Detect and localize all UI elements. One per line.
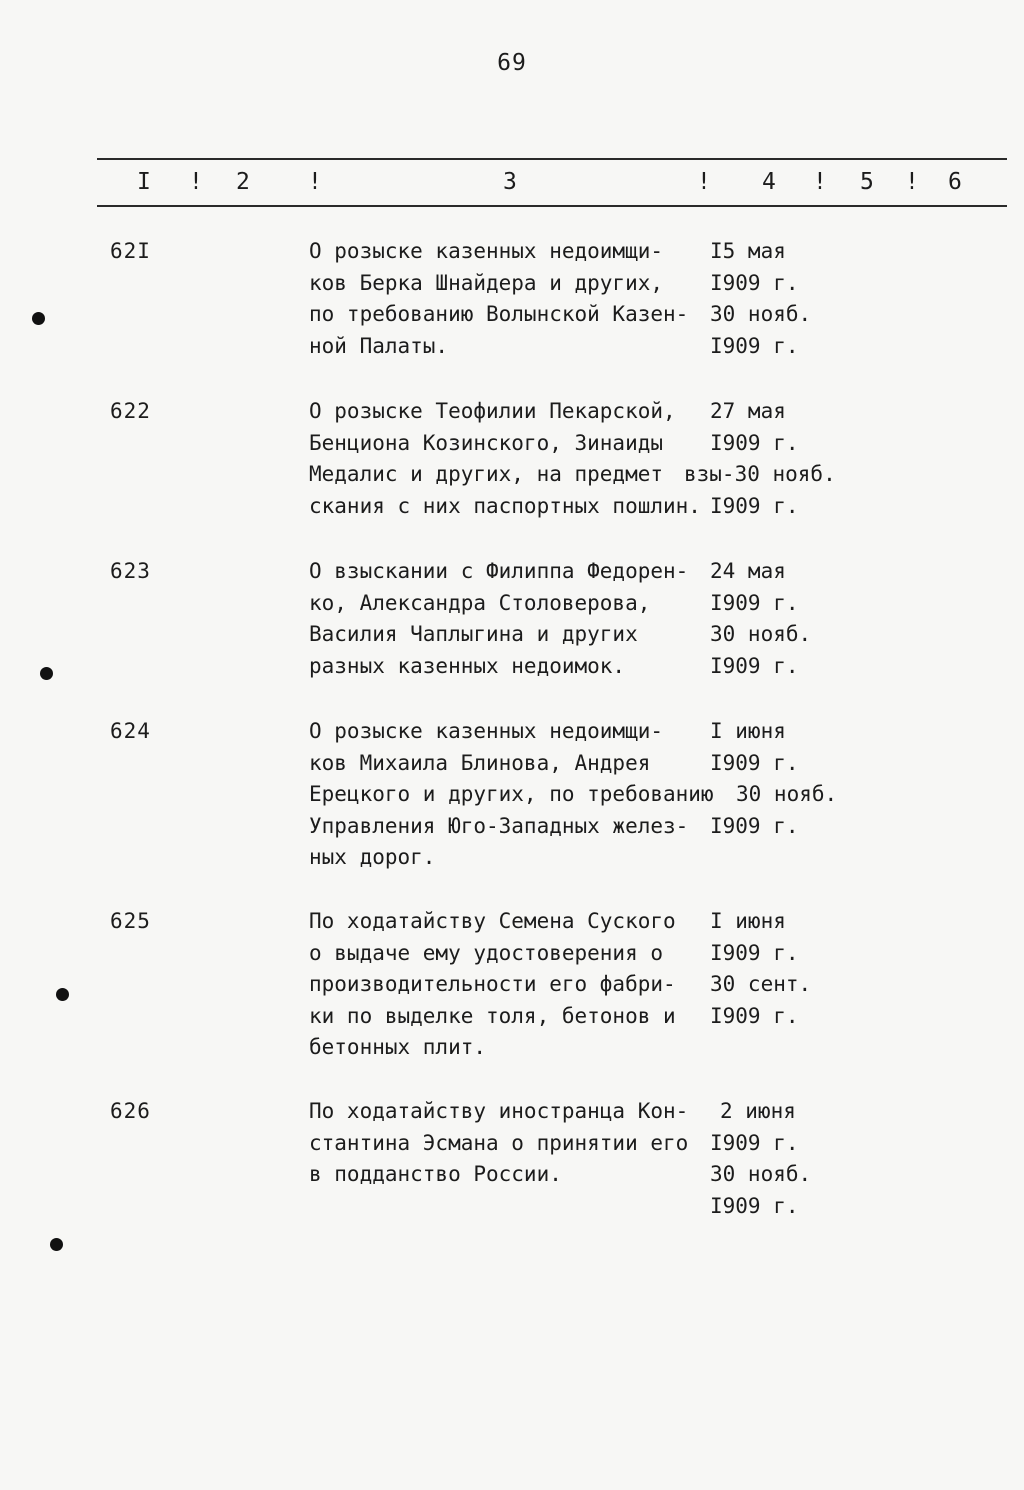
entry-number: 62I [110,239,151,263]
description-line: По ходатайству Семена Суского [309,909,676,933]
date-line: I909 г. [710,270,799,295]
header-col-5: 5 [860,169,874,195]
description-line: ков Берка Шнайдера и других, [309,270,664,295]
entry-dates [684,396,836,522]
date-line: взы-30 нояб. [684,462,836,486]
entry-description [309,556,719,682]
entry-number: 626 [110,1099,151,1123]
header-col-6: 6 [948,169,962,195]
date-line: 24 мая [710,559,786,583]
punch-hole [56,988,69,1001]
date-line: I909 г. [710,1003,799,1028]
description-line: Управления Юго-Западных желез- [309,813,689,838]
description-line: Ерецкого и других, по требованию [309,782,714,806]
date-line: 30 нояб. [736,782,838,806]
entry-number: 625 [110,909,151,933]
punch-hole [40,667,53,680]
date-line: 27 мая [710,399,786,423]
entry-dates [710,556,811,682]
date-line: 30 сент. [710,972,812,996]
description-line: О розыске казенных недоимщи- [309,719,664,743]
date-line: I909 г. [710,333,799,358]
description-line: Василия Чаплыгина и других [309,622,638,646]
entry-dates [710,1096,811,1222]
page-number: 69 [497,50,527,76]
date-line: 30 нояб. [710,1162,812,1186]
date-line: I909 г. [710,653,799,678]
date-line: 2 июня [720,1099,796,1123]
entry-description [309,716,719,874]
description-line: стантина Эсмана о принятии его [309,1130,689,1155]
description-line: ки по выделке толя, бетонов и [309,1003,676,1028]
entry-number: 622 [110,399,151,423]
date-line: I5 мая [710,239,786,263]
description-line: По ходатайству иностранца Кон- [309,1099,689,1123]
description-line: Медалис и других, на предмет [309,462,664,486]
header-bottom-rule [97,205,1007,207]
header-col-4: 4 [762,169,776,195]
entry-dates [710,716,837,842]
description-line: в подданство России. [309,1162,562,1186]
description-line: о выдаче ему удостоверения о [309,940,664,965]
entry-dates [710,236,811,362]
description-line: скания с них паспортных пошлин. [309,493,701,518]
date-line: I909 г. [710,750,799,775]
description-line: О розыске казенных недоимщи- [309,239,664,263]
entry-dates [710,906,811,1032]
entry-number: 623 [110,559,151,583]
description-line: Бенциона Козинского, Зинаиды [309,430,664,455]
entry-number: 624 [110,719,151,743]
description-line: ко, Александра Столоверова, [309,590,651,615]
description-line: производительности его фабри- [309,972,676,996]
date-line: 30 нояб. [710,302,812,326]
date-line: I909 г. [710,940,799,965]
description-line: О розыске Теофилии Пекарской, [309,399,676,423]
header-separator: ! [697,169,711,195]
date-line: I909 г. [710,1130,799,1155]
header-col-2: 2 [236,169,250,195]
header-separator: ! [189,169,203,195]
header-col-1: I [137,169,151,195]
header-top-rule [97,158,1007,160]
punch-hole [32,312,45,325]
header-col-3: 3 [503,169,517,195]
date-line: I909 г. [710,430,799,455]
header-separator: ! [813,169,827,195]
description-line: ков Михаила Блинова, Андрея [309,750,651,775]
header-separator: ! [905,169,919,195]
date-line: I909 г. [710,590,799,615]
entry-description [309,906,719,1064]
date-line: I909 г. [710,813,799,838]
description-line: ных дорог. [309,845,436,869]
description-line: О взыскании с Филиппа Федорен- [309,559,689,583]
description-line: бетонных плит. [309,1035,487,1059]
entry-description [309,396,719,522]
description-line: ной Палаты. [309,333,449,358]
date-line: 30 нояб. [710,622,812,646]
date-line: I июня [710,909,786,933]
entry-description [309,1096,719,1191]
description-line: по требованию Волынской Казен- [309,302,689,326]
description-line: разных казенных недоимок. [309,653,626,678]
date-line: I909 г. [710,493,799,518]
header-separator: ! [308,169,322,195]
entry-description [309,236,719,362]
date-line: I909 г. [710,1193,799,1218]
date-line: I июня [710,719,786,743]
punch-hole [50,1238,63,1251]
